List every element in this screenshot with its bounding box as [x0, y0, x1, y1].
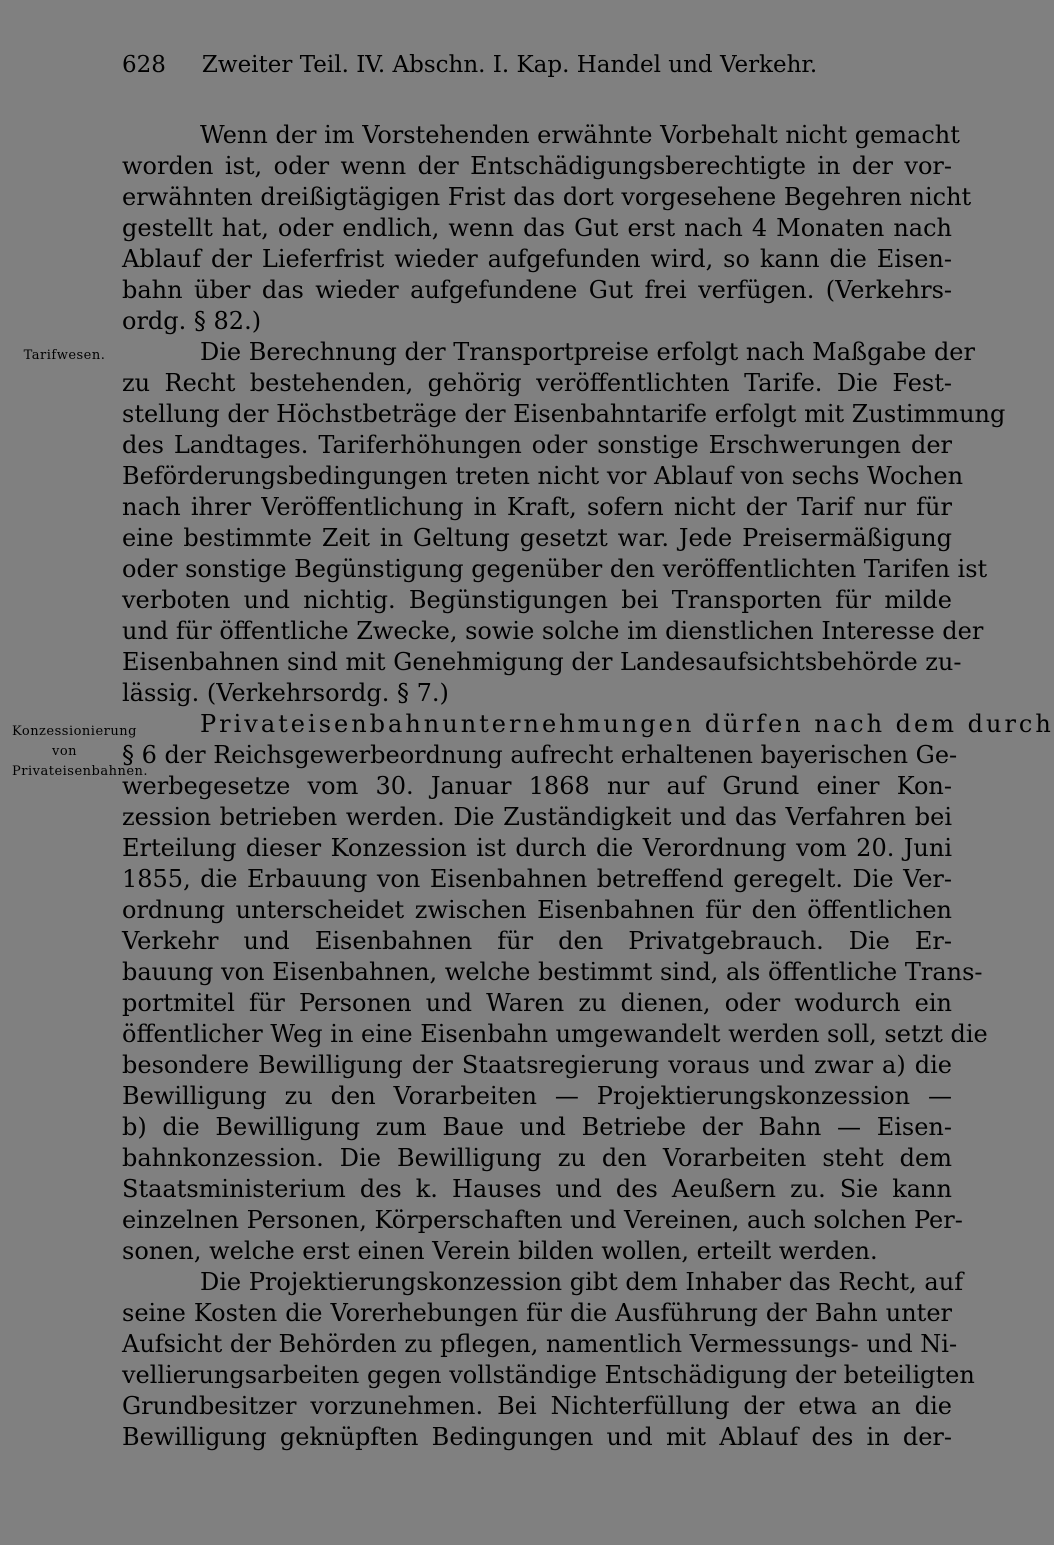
text-line: bahn über das wieder aufgefundene Gut frei verfügen. (Verkehrs- [122, 276, 952, 304]
text-line: besondere Bewilligung der Staatsregierung voraus und zwar a) die [122, 1051, 952, 1079]
text-line: 1855, die Erbauung von Eisenbahnen betreffend geregelt. Die Ver- [122, 865, 952, 893]
text-line: Bewilligung geknüpften Bedingungen und mit Ablauf des in der- [122, 1423, 952, 1451]
text-line: bauung von Eisenbahnen, welche bestimmt sind, als öffentliche Trans- [122, 958, 983, 986]
text-line: § 6 der Reichsgewerbeordnung aufrecht erhaltenen bayerischen Ge- [122, 741, 958, 769]
page-number: 628 [122, 52, 166, 78]
text-line: öffentlicher Weg in eine Eisenbahn umgewandelt werden soll, setzt die [122, 1020, 988, 1048]
text-line: zession betrieben werden. Die Zuständigkeit und das Verfahren bei [122, 803, 952, 831]
text-line: verboten und nichtig. Begünstigungen bei Transporten für milde [122, 586, 952, 614]
text-line: Privateisenbahnunternehmungen dürfen nach dem durch [200, 710, 1054, 738]
text-line: Die Projektierungskonzession gibt dem Inhaber das Recht, auf [200, 1268, 964, 1296]
text-line: worden ist, oder wenn der Entschädigungsberechtigte in der vor- [122, 152, 952, 180]
text-line: lässig. (Verkehrsordg. § 7.) [122, 679, 449, 707]
running-head [122, 52, 952, 92]
body-text [122, 120, 1054, 1453]
text-line: Verkehr und Eisenbahnen für den Privatgebrauch. Die Er- [122, 927, 952, 955]
text-line: eine bestimmte Zeit in Geltung gesetzt war. Jede Preisermäßigung [122, 524, 952, 552]
text-line: werbegesetze vom 30. Januar 1868 nur auf Grund einer Kon- [122, 772, 952, 800]
text-line: Eisenbahnen sind mit Genehmigung der Landesaufsichtsbehörde zu- [122, 648, 962, 676]
text-line: Wenn der im Vorstehenden erwähnte Vorbehalt nicht gemacht [200, 121, 960, 149]
text-line: zu Recht bestehenden, gehörig veröffentlichten Tarife. Die Fest- [122, 369, 952, 397]
text-line: stellung der Höchstbeträge der Eisenbahntarife erfolgt mit Zustimmung [122, 400, 1006, 428]
text-line: portmitel für Personen und Waren zu dienen, oder wodurch ein [122, 989, 952, 1017]
text-line: Staatsministerium des k. Hauses und des Aeußern zu. Sie kann [122, 1175, 952, 1203]
text-line: bahnkonzession. Die Bewilligung zu den Vorarbeiten steht dem [122, 1144, 952, 1172]
text-line: Aufsicht der Behörden zu pflegen, namentlich Vermessungs- und Ni- [122, 1330, 958, 1358]
text-line: ordg. § 82.) [122, 307, 262, 335]
text-line: b) die Bewilligung zum Baue und Betriebe der Bahn — Eisen- [122, 1113, 952, 1141]
margin-note-konzessionierung: Konzessionierung von Privateisenbahnen. [12, 724, 149, 779]
text-line: seine Kosten die Vorerhebungen für die Ausführung der Bahn unter [122, 1299, 952, 1327]
text-line: gestellt hat, oder endlich, wenn das Gut erst nach 4 Monaten nach [122, 214, 952, 242]
text-line: sonen, welche erst einen Verein bilden wollen, erteilt werden. [122, 1237, 878, 1265]
text-line: des Landtages. Tariferhöhungen oder sonstige Erschwerungen der [122, 431, 952, 459]
text-line: vellierungsarbeiten gegen vollständige Entschädigung der beteiligten [122, 1361, 975, 1389]
text-line: Die Berechnung der Transportpreise erfolgt nach Maßgabe der [200, 338, 975, 366]
text-line: Bewilligung zu den Vorarbeiten — Projektierungskonzession — [122, 1082, 952, 1110]
text-line: nach ihrer Veröffentlichung in Kraft, sofern nicht der Tarif nur für [122, 493, 952, 521]
text-line: erwähnten dreißigtägigen Frist das dort vorgesehene Begehren nicht [122, 183, 972, 211]
text-line: Grundbesitzer vorzunehmen. Bei Nichterfüllung der etwa an die [122, 1392, 952, 1420]
running-title: Zweiter Teil. IV. Abschn. I. Kap. Handel und Verkehr. [201, 52, 818, 78]
margin-note-tarifwesen: Tarifwesen. [23, 348, 106, 363]
text-line: ordnung unterscheidet zwischen Eisenbahnen für den öffentlichen [122, 896, 952, 924]
text-line: Ablauf der Lieferfrist wieder aufgefunden wird, so kann die Eisen- [122, 245, 952, 273]
text-line: oder sonstige Begünstigung gegenüber den veröffentlichten Tarifen ist [122, 555, 988, 583]
text-line: Erteilung dieser Konzession ist durch die Verordnung vom 20. Juni [122, 834, 952, 862]
text-line: einzelnen Personen, Körperschaften und Vereinen, auch solchen Per- [122, 1206, 963, 1234]
text-line: und für öffentliche Zwecke, sowie solche im dienstlichen Interesse der [122, 617, 984, 645]
text-line: Beförderungsbedingungen treten nicht vor Ablauf von sechs Wochen [122, 462, 964, 490]
